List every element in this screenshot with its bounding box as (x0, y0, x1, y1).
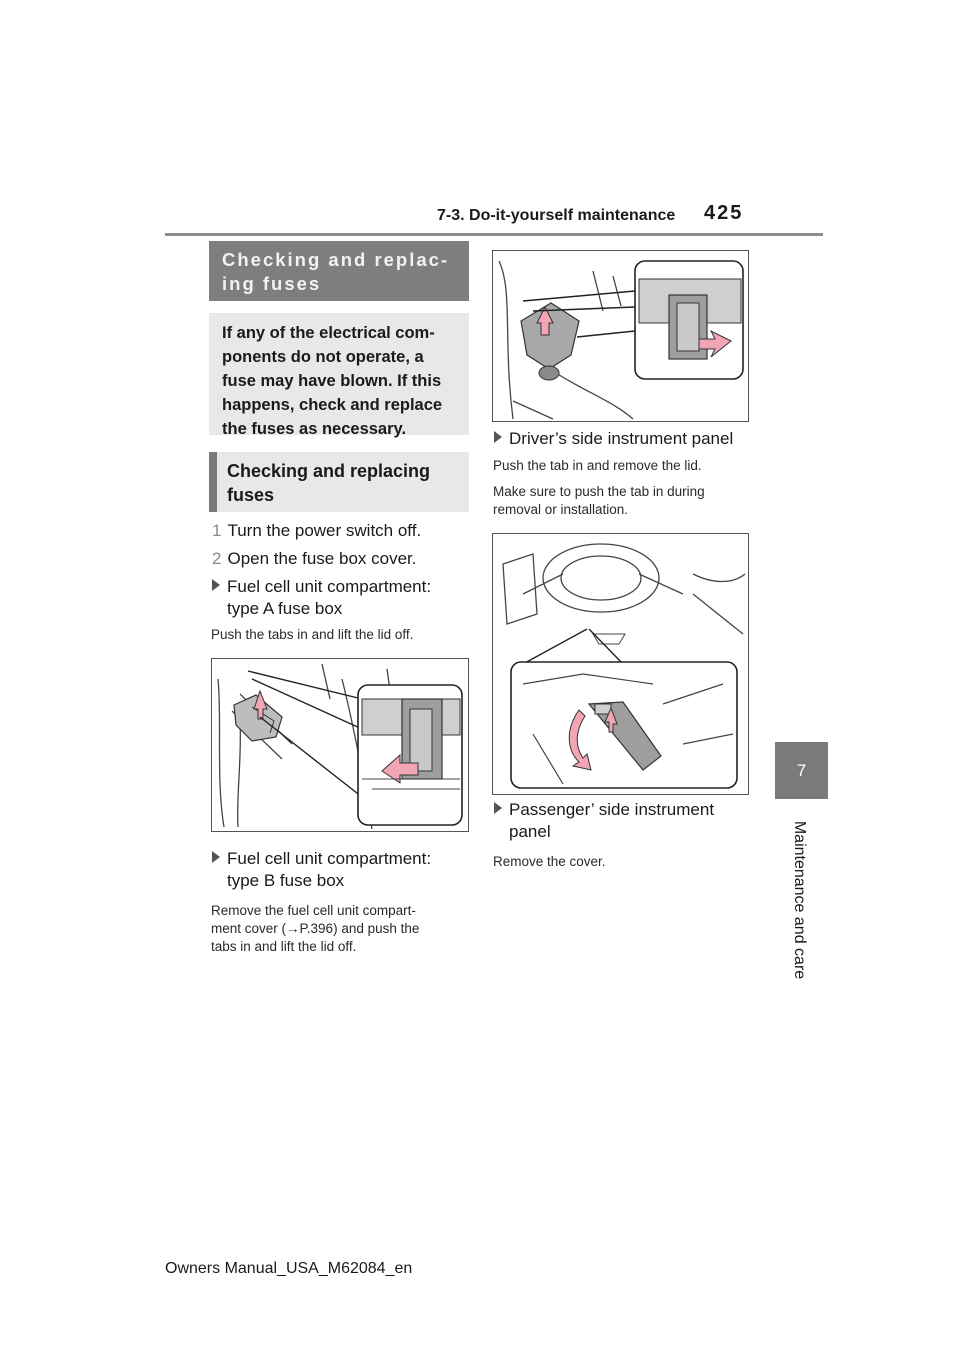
subheading-line1: Checking and replacing (227, 461, 431, 481)
driver-title: Driver’s side instrument panel (494, 428, 733, 450)
type-b-title: Fuel cell unit compartment: type B fuse box (212, 848, 431, 892)
bullet-triangle-icon (494, 802, 502, 814)
step-text: Open the fuse box cover. (227, 549, 417, 568)
step-number: 2 (212, 549, 222, 568)
header-rule (165, 233, 823, 236)
reference-arrow-icon: → (286, 921, 300, 936)
page-reference-link[interactable]: P.396) and push the (299, 921, 420, 936)
passenger-title: Passenger’ side instrument panel (494, 799, 714, 843)
section-title: 7-3. Do-it-yourself maintenance (437, 207, 676, 224)
intro-box (209, 313, 469, 438)
intro-line: If any of the electrical com- (222, 324, 435, 342)
chapter-label: Maintenance and care (791, 820, 808, 980)
intro-line: ponents do not operate, a (222, 348, 424, 366)
step-2 (212, 548, 416, 570)
step-text: Turn the power switch off. (227, 521, 422, 540)
intro-line: fuse may have blown. If this (222, 372, 442, 390)
section-heading (209, 241, 469, 301)
step-number: 1 (212, 521, 222, 540)
figure-driver-side-panel (492, 250, 749, 422)
figure-passenger-side-panel (492, 533, 749, 795)
footer-text: Owners Manual_USA_M62084_en (165, 1260, 413, 1277)
type-b-note: Remove the fuel cell unit compart- ment cover (→P.396) and push the tabs in and lift the lid off. (211, 903, 420, 954)
bullet-triangle-icon (494, 431, 502, 443)
passenger-note: Remove the cover. (493, 854, 606, 869)
intro-line: happens, check and replace (222, 396, 443, 414)
driver-side-illustration (493, 251, 748, 421)
section-heading-line1: Checking and replac- (222, 249, 450, 270)
driver-note-2: Make sure to push the tab in during removal or installation. (493, 484, 705, 517)
subheading (209, 452, 469, 512)
page-number: 425 (704, 202, 744, 224)
chapter-label-container (770, 800, 828, 1000)
fuse-lid-part (521, 303, 579, 380)
subheading-line2: fuses (227, 485, 275, 505)
bullet-triangle-icon (212, 851, 220, 863)
bullet-triangle-icon (212, 579, 220, 591)
driver-note-1: Push the tab in and remove the lid. (493, 458, 702, 473)
type-a-note: Push the tabs in and lift the lid off. (211, 627, 414, 642)
type-a-title: Fuel cell unit compartment: type A fuse box (212, 576, 431, 620)
intro-line: the fuses as necessary. (222, 420, 407, 438)
chapter-tab[interactable]: 7 (775, 742, 828, 799)
section-heading-line2: ing fuses (222, 273, 322, 294)
figure-type-a-fuse-box (211, 658, 469, 832)
type-a-illustration (212, 659, 468, 831)
step-1 (212, 520, 421, 542)
passenger-side-illustration (493, 534, 748, 794)
